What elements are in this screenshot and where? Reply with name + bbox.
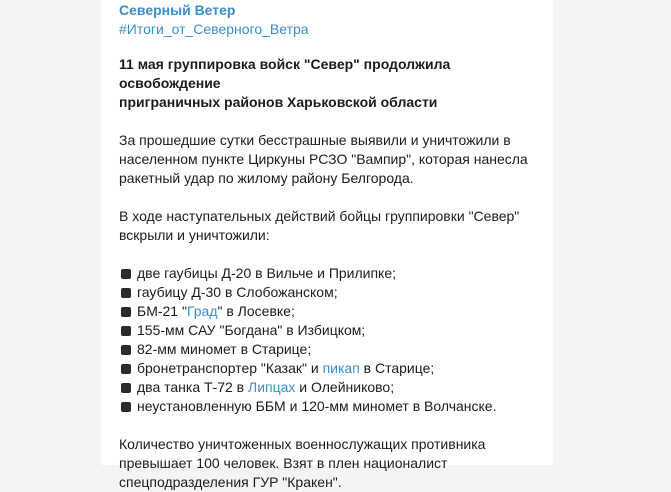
message-content <box>119 0 539 492</box>
list-item-text <box>137 359 434 378</box>
message-bubble <box>101 0 553 490</box>
paragraph-2 <box>119 207 539 245</box>
list-item-text: 82-мм миномет в Старице; <box>137 341 312 357</box>
text-line: ракетный удар по жилому району Белгорода. <box>119 170 414 186</box>
black-square-icon <box>121 402 131 412</box>
post-title <box>119 55 539 112</box>
channel-name[interactable]: Северный Ветер <box>119 2 236 18</box>
black-square-icon <box>121 326 131 336</box>
text-fragment: " в Лосевке; <box>217 303 295 319</box>
list-item-text: неустановленную ББМ и 120-мм миномет в Волчанске. <box>137 398 497 414</box>
black-square-icon <box>121 307 131 317</box>
grad-link[interactable]: Град <box>186 303 218 319</box>
text-fragment: и Олейниково; <box>295 379 395 395</box>
black-square-icon <box>121 288 131 298</box>
list-item-text: 155-мм САУ "Богдана" в Избицком; <box>137 322 366 338</box>
text-fragment: в Старице; <box>359 360 435 376</box>
list-item <box>119 359 539 378</box>
text-line: Количество уничтоженных военнослужащих противника <box>119 436 486 452</box>
pickup-link[interactable]: пикап <box>322 360 360 376</box>
post-title-line: 11 мая группировка войск "Север" продолжила освобождение <box>119 56 451 91</box>
list-item-text: две гаубицы Д-20 в Вильче и Прилипке; <box>137 265 397 281</box>
black-square-icon <box>121 269 131 279</box>
paragraph-3 <box>119 435 539 492</box>
text-fragment: БМ-21 " <box>137 303 187 319</box>
text-line: В ходе наступательных действий бойцы группировки "Север" <box>119 208 520 224</box>
text-fragment: бронетранспортер "Казак" и <box>137 360 323 376</box>
list-item <box>119 283 539 302</box>
list-item <box>119 340 539 359</box>
list-item-text <box>137 302 295 321</box>
liptsy-link[interactable]: Липцах <box>248 379 296 395</box>
list-item <box>119 264 539 283</box>
paragraph-1 <box>119 131 539 188</box>
text-line: За прошедшие сутки бесстрашные выявили и уничтожили в <box>119 132 511 148</box>
list-item <box>119 397 539 416</box>
destroyed-equipment-list <box>119 264 539 416</box>
text-line: спецподразделения ГУР "Кракен". <box>119 474 342 490</box>
hashtag-link[interactable]: #Итоги_от_Северного_Ветра <box>119 21 309 37</box>
black-square-icon <box>121 364 131 374</box>
post-title-line: приграничных районов Харьковской области <box>119 94 438 110</box>
text-fragment: два танка Т-72 в <box>137 379 249 395</box>
black-square-icon <box>121 345 131 355</box>
list-item <box>119 302 539 321</box>
list-item <box>119 378 539 397</box>
text-line: населенном пункте Циркуны РСЗО "Вампир", которая нанесла <box>119 151 528 167</box>
text-line: вскрыли и уничтожили: <box>119 227 270 243</box>
list-item-text: гаубицу Д-30 в Слобожанском; <box>137 284 338 300</box>
list-item-text <box>137 378 394 397</box>
text-line: превышает 100 человек. Взят в плен националист <box>119 455 448 471</box>
list-item <box>119 321 539 340</box>
black-square-icon <box>121 383 131 393</box>
